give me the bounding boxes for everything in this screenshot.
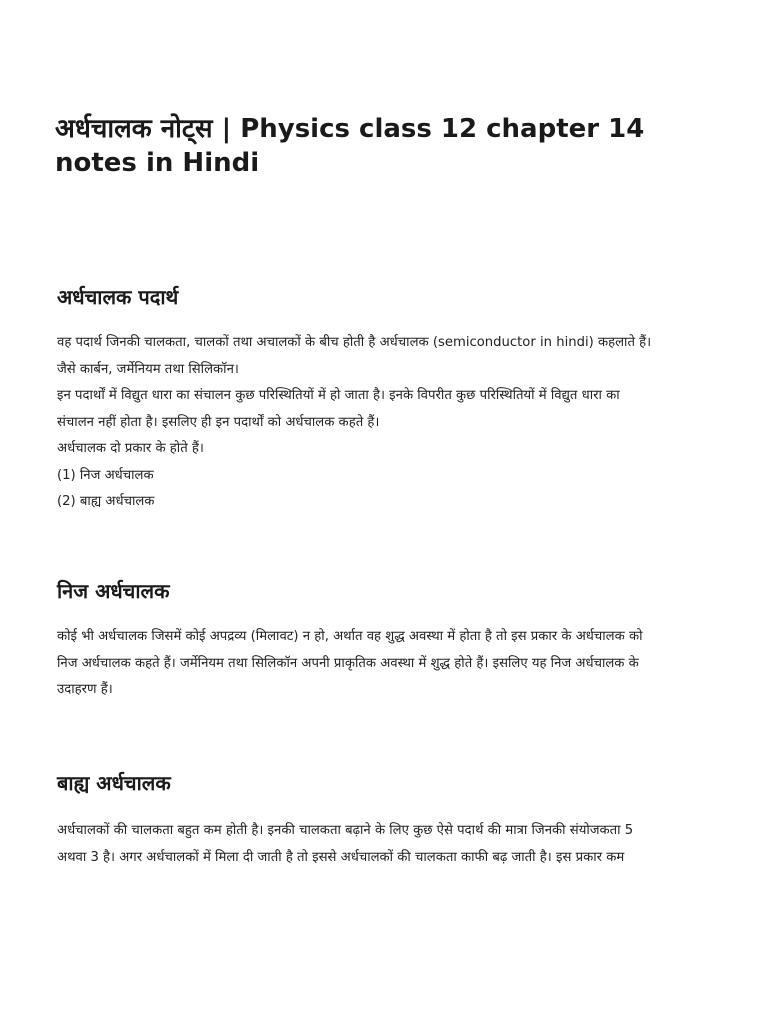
paragraph-line: संचालन नहीं होता है। इसलिए ही इन पदार्थों को अर्धचालक कहते हैं। xyxy=(57,414,380,430)
section-body-extrinsic-semiconductor xyxy=(57,818,722,871)
paragraph-line: वह पदार्थ जिनकी चालकता, चालकों तथा अचालकों के बीच होती है अर्धचालक (semiconductor in hindi) कहलाते हैं। xyxy=(57,335,652,350)
list-item: (2) बाह्य अर्धचालक xyxy=(57,494,155,509)
paragraph-line: इन पदार्थों में विद्युत धारा का संचालन कुछ परिस्थितियों में हो जाता है। इनके विपरीत कुछ परिस्थितियों में विद्युत धारा का xyxy=(57,388,620,403)
paragraph-line: निज अर्धचालक कहते हैं। जर्मेनियम तथा सिलिकॉन अपनी प्राकृतिक अवस्था में शुद्ध होते हैं। इसलिए यह निज अर्धचालक के xyxy=(57,655,639,671)
paragraph-line: अर्धचालकों की चालकता बहुत कम होती है। इनकी चालकता बढ़ाने के लिए कुछ ऐसे पदार्थ की मात्रा जिनकी संयोजकता 5 xyxy=(57,823,634,838)
section-heading-intrinsic-semiconductor: निज अर्धचालक xyxy=(57,579,170,603)
list-item: (1) निज अर्धचालक xyxy=(57,467,154,483)
section-body-intrinsic-semiconductor xyxy=(57,624,722,704)
paragraph-line: कोई भी अर्धचालक जिसमें कोई अपद्रव्य (मिलावट) न हो, अर्थात वह शुद्ध अवस्था में होता है तो इस प्रकार के अर्धचालक को xyxy=(57,629,643,644)
paragraph-line: अथवा 3 है। अगर अर्धचालकों में मिला दी जाती है तो इससे अर्धचालकों की चालकता काफी बढ़ जाती है। इस प्रकार कम xyxy=(57,849,625,865)
section-body-semiconductor-material xyxy=(57,330,722,516)
paragraph-line: जैसे कार्बन, जर्मेनियम तथा सिलिकॉन। xyxy=(57,361,239,377)
paragraph-line: अर्धचालक दो प्रकार के होते हैं। xyxy=(57,441,204,456)
section-heading-semiconductor-material: अर्धचालक पदार्थ xyxy=(57,285,179,309)
paragraph-line: उदाहरण हैं। xyxy=(57,682,113,697)
section-heading-extrinsic-semiconductor: बाह्य अर्धचालक xyxy=(57,771,171,795)
page-title: अर्धचालक नोट्स | Physics class 12 chapter 14 notes in Hindi xyxy=(55,114,645,178)
